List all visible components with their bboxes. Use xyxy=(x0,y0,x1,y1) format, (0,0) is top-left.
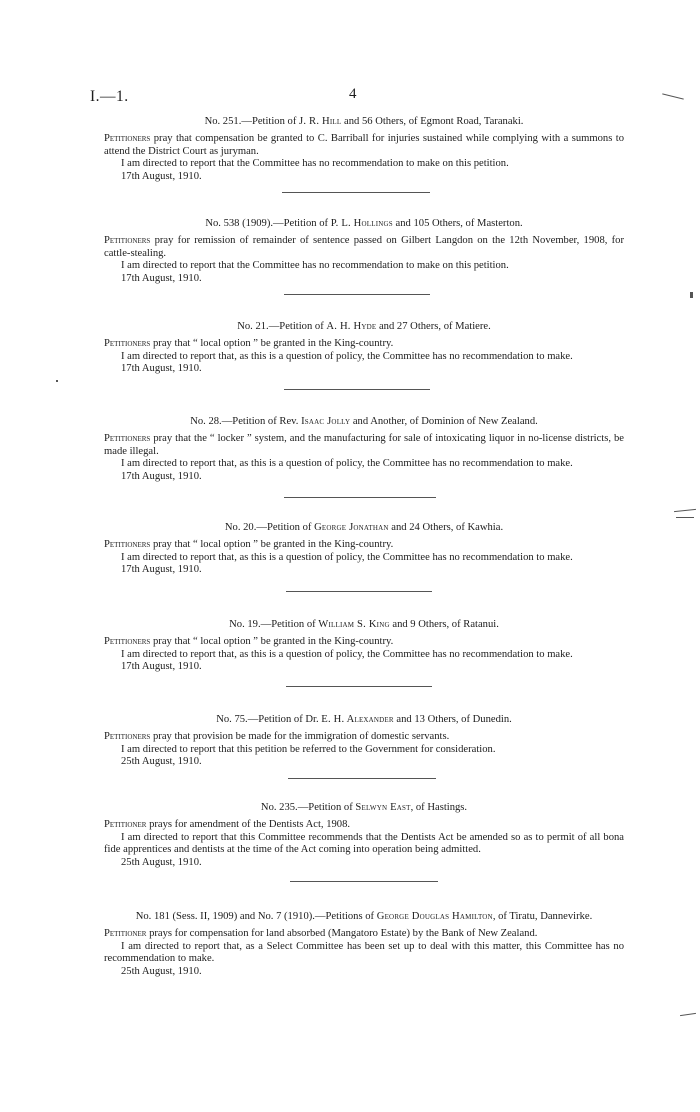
petition-text: Petitioner prays for amendment of the Dentists Act, 1908. xyxy=(104,819,351,831)
petition-text: Petitioners pray that provision be made for the immigration of domestic servants. xyxy=(104,731,450,743)
committee-report: I am directed to report that this petition be referred to the Government for consideration. xyxy=(121,743,496,755)
petition-title: No. 75.—Petition of Dr. E. H. Alexander and 13 Others, of Dunedin. xyxy=(216,714,512,725)
section-divider xyxy=(284,497,436,498)
petition-text: Petitioners pray that the “ locker ” system, and the manufacturing for sale of intoxicating liquor in no-license districts, be made illegal. xyxy=(104,433,624,457)
petition-text: Petitioners pray that “ local option ” be granted in the King-country. xyxy=(104,338,394,350)
petition-text: Petitioners pray for remission of remainder of sentence passed on Gilbert Langdon on the 12th November, 1908, for cattle-stealing. xyxy=(104,235,624,259)
petition-entry xyxy=(104,218,624,285)
scan-mark xyxy=(662,93,684,99)
petition-title: No. 538 (1909).—Petition of P. L. Hollings and 105 Others, of Masterton. xyxy=(205,218,523,229)
petition-entry xyxy=(104,522,624,577)
section-divider xyxy=(282,192,430,193)
committee-report: I am directed to report that, as this is a question of policy, the Committee has no recommendation to make. xyxy=(121,458,573,470)
section-divider xyxy=(286,686,432,687)
petition-entry xyxy=(104,116,624,183)
petition-title: No. 251.—Petition of J. R. Hill and 56 Others, of Egmont Road, Taranaki. xyxy=(204,116,524,127)
committee-report: I am directed to report that the Committee has no recommendation to make on this petition. xyxy=(121,260,509,272)
petition-entry xyxy=(104,619,624,674)
petition-title: No. 181 (Sess. II, 1909) and No. 7 (1910).—Petitions of George Douglas Hamilton, of Tiratu, Dannevirke. xyxy=(135,911,593,922)
petition-entry xyxy=(104,416,624,483)
petition-text: Petitioner prays for compensation for land absorbed (Mangatoro Estate) by the Bank of New Zealand. xyxy=(104,928,538,940)
petition-text: Petitioners pray that compensation be granted to C. Barriball for injuries sustained while complying with a summons to attend the District Court as juryman. xyxy=(104,133,624,157)
petition-text: Petitioners pray that “ local option ” be granted in the King-country. xyxy=(104,636,394,648)
scan-mark xyxy=(676,517,694,518)
scan-mark xyxy=(690,292,693,298)
petition-entry xyxy=(104,911,624,978)
petition-entry xyxy=(104,802,624,869)
report-date: 25th August, 1910. xyxy=(121,756,202,768)
report-date: 25th August, 1910. xyxy=(121,856,202,868)
section-divider xyxy=(286,591,432,592)
report-date: 17th August, 1910. xyxy=(121,363,202,375)
committee-report: I am directed to report that, as this is a question of policy, the Committee has no recommendation to make. xyxy=(121,350,573,362)
parliamentary-paper-ref: I.—1. xyxy=(90,88,129,105)
committee-report: I am directed to report that the Committee has no recommendation to make on this petition. xyxy=(121,158,509,170)
petition-text: Petitioners pray that “ local option ” be granted in the King-country. xyxy=(104,539,394,551)
petition-title: No. 235.—Petition of Selwyn East, of Hastings. xyxy=(260,802,468,813)
petition-title: No. 19.—Petition of William S. King and 9 Others, of Ratanui. xyxy=(229,619,499,630)
petition-title: No. 21.—Petition of A. H. Hyde and 27 Others, of Matiere. xyxy=(237,321,491,332)
report-date: 17th August, 1910. xyxy=(121,170,202,182)
section-divider xyxy=(284,294,430,295)
section-divider xyxy=(288,778,436,779)
report-date: 17th August, 1910. xyxy=(121,564,202,576)
scan-mark xyxy=(680,1013,696,1016)
section-divider xyxy=(290,881,438,882)
petition-title: No. 20.—Petition of George Jonathan and 24 Others, of Kawhia. xyxy=(224,522,504,533)
report-date: 17th August, 1910. xyxy=(121,272,202,284)
scan-mark xyxy=(56,380,58,382)
committee-report: I am directed to report that this Committee recommends that the Dentists Act be amended so as to permit of all bona fide apprentices and dentists at the time of the Act coming into operation being admitted. xyxy=(104,831,624,856)
report-date: 17th August, 1910. xyxy=(121,470,202,482)
scan-mark xyxy=(674,509,696,512)
committee-report: I am directed to report that, as this is a question of policy, the Committee has no recommendation to make. xyxy=(121,648,573,660)
committee-report: I am directed to report that, as this is a question of policy, the Committee has no recommendation to make. xyxy=(121,551,573,563)
section-divider xyxy=(284,389,430,390)
petition-title: No. 28.—Petition of Rev. Isaac Jolly and Another, of Dominion of New Zealand. xyxy=(190,416,538,427)
page-number: 4 xyxy=(349,86,357,102)
report-date: 17th August, 1910. xyxy=(121,661,202,673)
committee-report: I am directed to report that, as a Select Committee has been set up to deal with this matter, this Committee has no recommendation to make. xyxy=(104,940,624,965)
petition-entry xyxy=(104,321,624,376)
petition-entry xyxy=(104,714,624,769)
report-date: 25th August, 1910. xyxy=(121,965,202,977)
